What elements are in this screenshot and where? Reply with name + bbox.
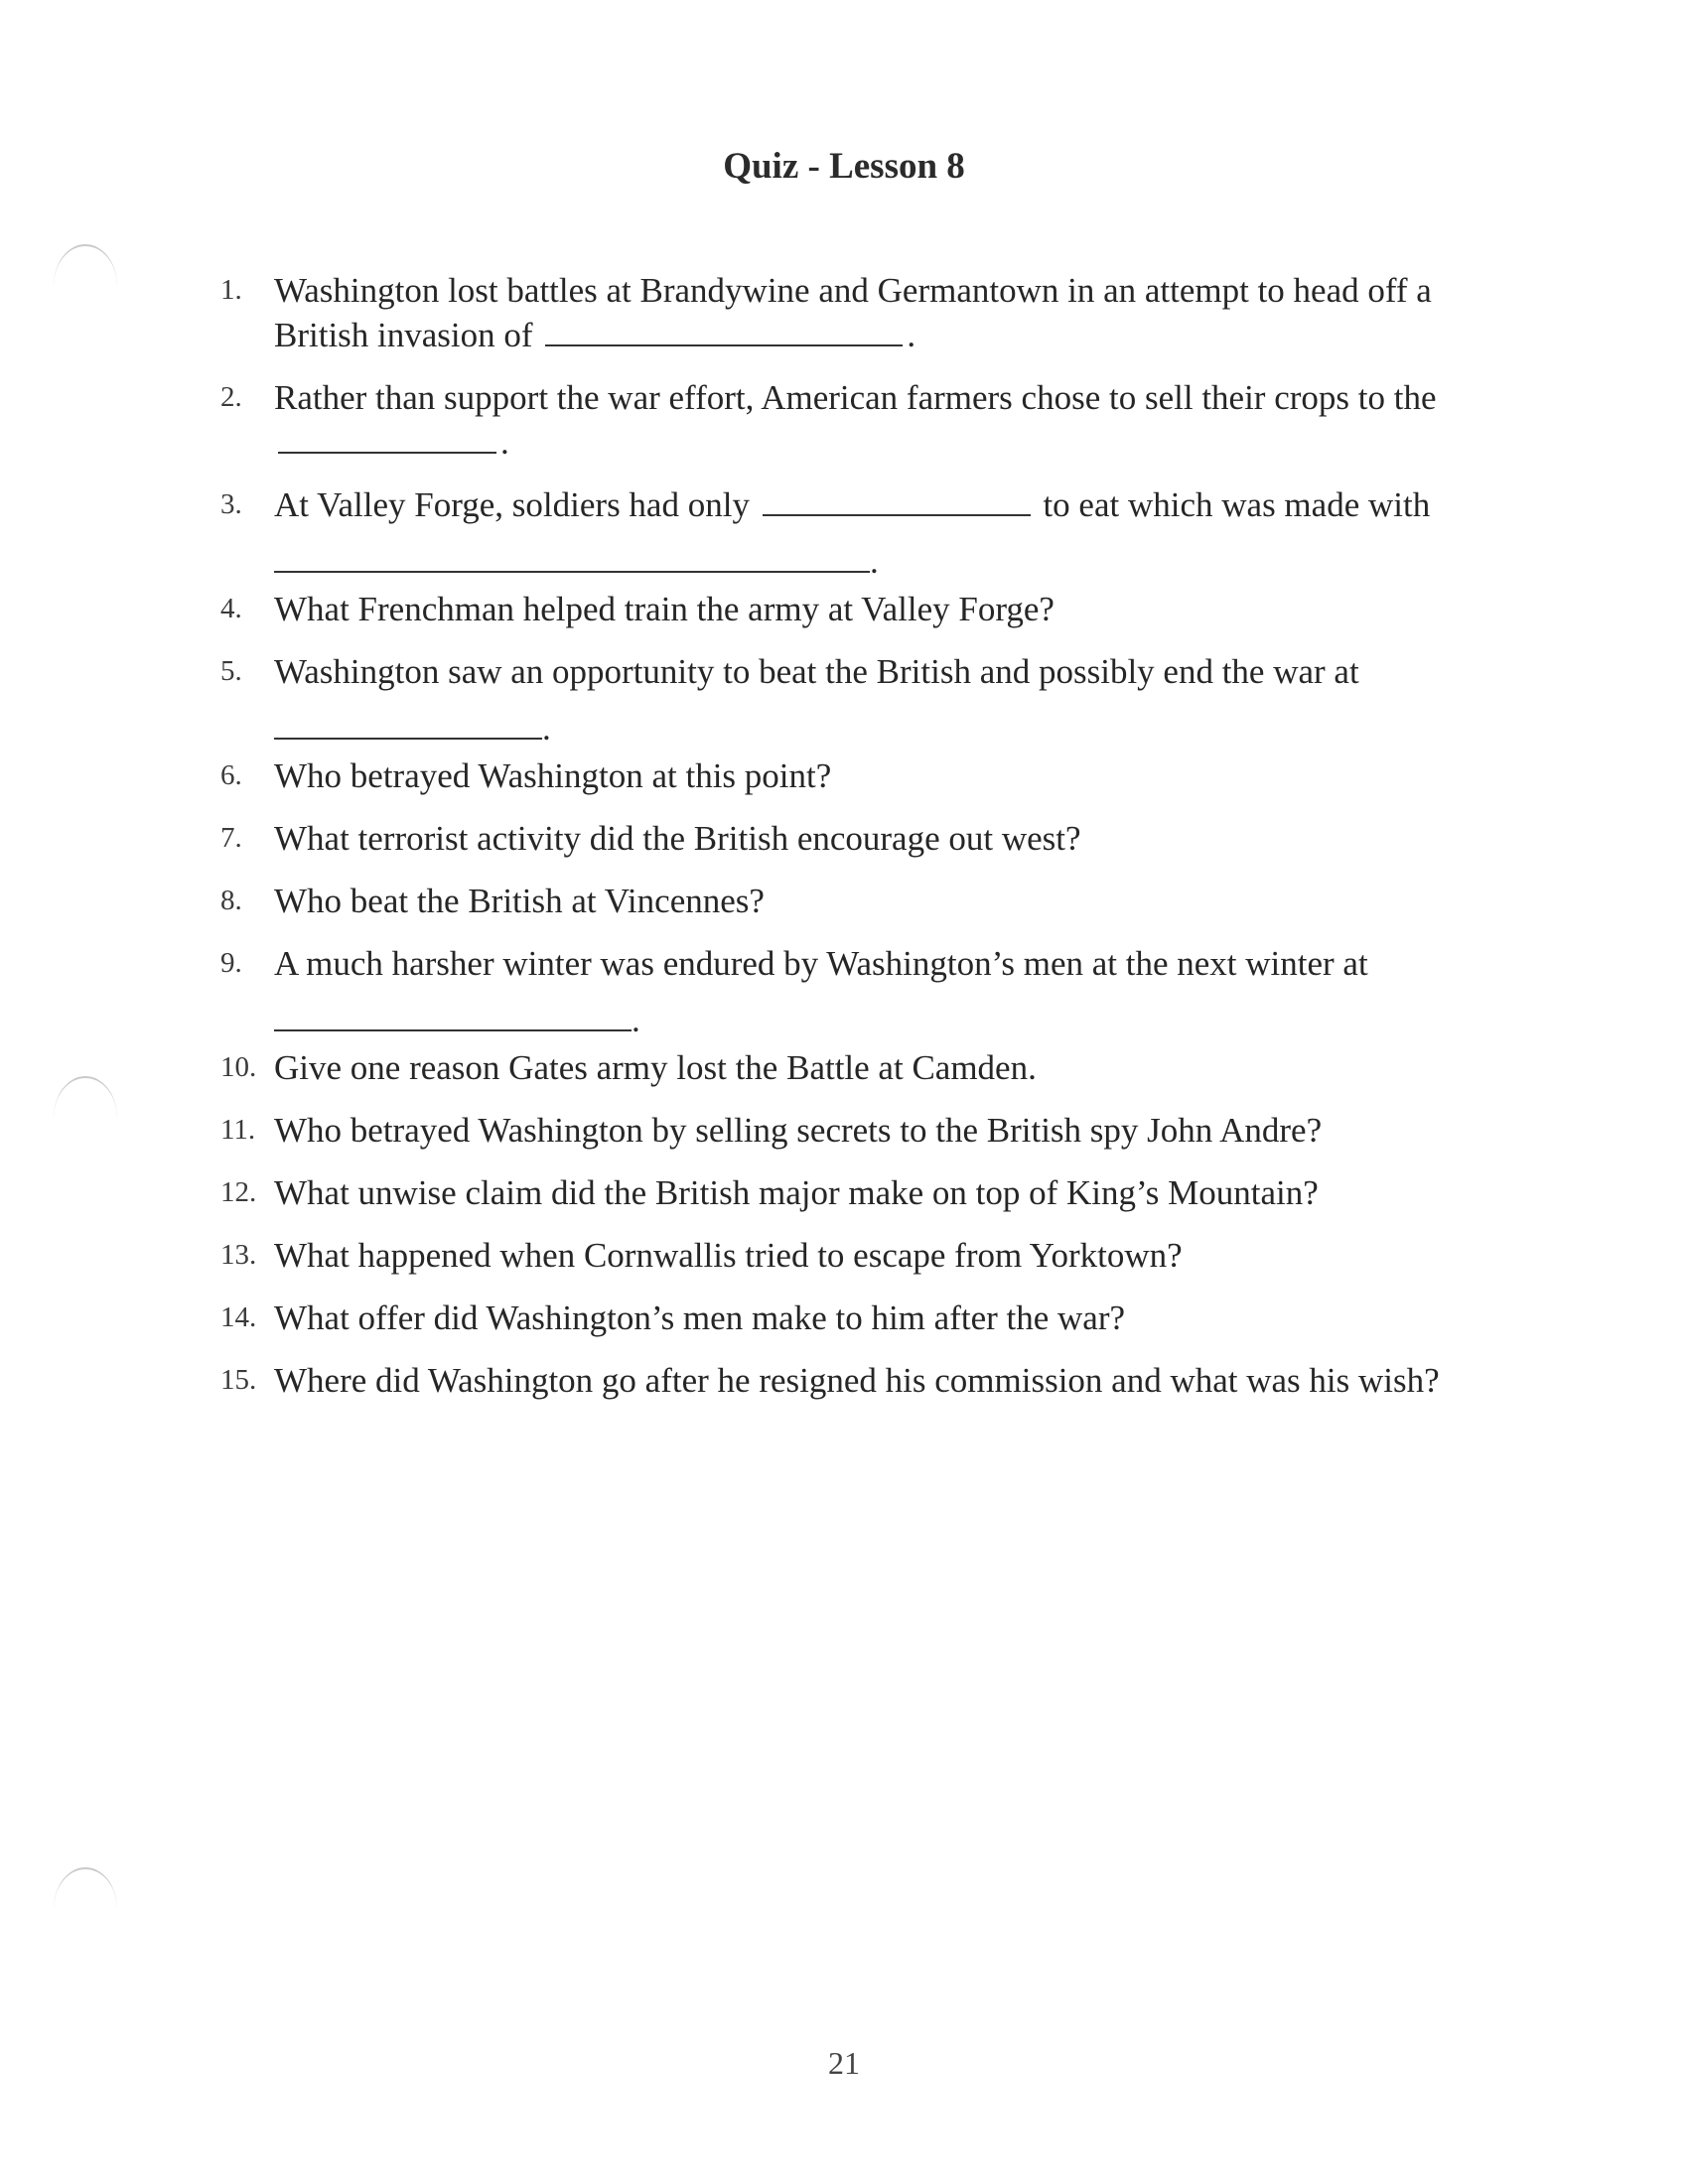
question-end: . (870, 542, 879, 581)
question-item (220, 753, 1531, 798)
question-item (220, 649, 1531, 748)
question-item (220, 268, 1531, 357)
answer-blank[interactable] (274, 1000, 632, 1031)
question-number: 14. (220, 1301, 257, 1333)
question-number: 12. (220, 1176, 257, 1208)
question-item (220, 1108, 1531, 1153)
question-item (220, 816, 1531, 861)
question-text: Rather than support the war effort, American farmers chose to sell their crops to the (274, 378, 1437, 417)
question-number: 11. (220, 1114, 256, 1146)
question-item (220, 1045, 1531, 1090)
question-number: 15. (220, 1364, 257, 1396)
question-item (220, 879, 1531, 923)
question-text: to eat which was made with (1043, 485, 1431, 524)
question-end: . (907, 316, 916, 354)
answer-blank[interactable] (545, 315, 903, 346)
question-item (220, 1296, 1531, 1340)
page-title: Quiz - Lesson 8 (723, 146, 965, 187)
question-text: At Valley Forge, soldiers had only (274, 485, 750, 524)
answer-line (274, 998, 1531, 1039)
question-item (220, 941, 1531, 1039)
question-item (220, 587, 1531, 631)
question-list (220, 268, 1531, 1403)
question-number: 7. (220, 822, 242, 854)
question-item (220, 375, 1531, 465)
binder-hole (54, 1076, 117, 1118)
question-number: 2. (220, 381, 242, 413)
binder-hole (54, 1867, 117, 1909)
page-number: 21 (828, 2045, 860, 2081)
question-text: Who betrayed Washington at this point? (274, 756, 832, 795)
question-text: A much harsher winter was endured by Washington’s men at the next winter at (274, 944, 1368, 983)
question-text: Where did Washington go after he resigned his commission and what was his wish? (274, 1361, 1440, 1400)
question-number: 3. (220, 488, 242, 520)
question-text: Who beat the British at Vincennes? (274, 882, 765, 920)
question-end: . (500, 423, 509, 462)
question-number: 8. (220, 885, 242, 916)
question-number: 10. (220, 1051, 257, 1083)
question-end: . (632, 1001, 640, 1039)
answer-blank[interactable] (274, 541, 870, 573)
question-text: Washington lost battles at Brandywine and Germantown in an attempt to head off a British invasion of (274, 271, 1432, 354)
question-number: 4. (220, 593, 242, 624)
question-number: 9. (220, 947, 242, 979)
answer-line (274, 539, 1531, 581)
question-end: . (542, 709, 551, 748)
binder-hole (54, 244, 117, 286)
question-text: Who betrayed Washington by selling secrets to the British spy John Andre? (274, 1111, 1323, 1150)
question-text: What Frenchman helped train the army at Valley Forge? (274, 590, 1055, 628)
question-item (220, 482, 1531, 581)
question-number: 5. (220, 655, 242, 687)
answer-blank[interactable] (763, 484, 1031, 516)
question-number: 1. (220, 274, 242, 306)
question-item (220, 1358, 1531, 1403)
question-text: What happened when Cornwallis tried to escape from Yorktown? (274, 1236, 1183, 1275)
question-number: 13. (220, 1239, 257, 1271)
question-item (220, 1170, 1531, 1215)
answer-blank[interactable] (278, 422, 496, 454)
question-text: What unwise claim did the British major make on top of King’s Mountain? (274, 1173, 1319, 1212)
answer-blank[interactable] (274, 708, 542, 740)
answer-line (274, 706, 1531, 748)
question-text: What offer did Washington’s men make to him after the war? (274, 1298, 1126, 1337)
question-number: 6. (220, 759, 242, 791)
question-item (220, 1233, 1531, 1278)
question-text: Washington saw an opportunity to beat the British and possibly end the war at (274, 652, 1359, 691)
question-text: What terrorist activity did the British encourage out west? (274, 819, 1081, 858)
question-text: Give one reason Gates army lost the Battle at Camden. (274, 1048, 1037, 1087)
